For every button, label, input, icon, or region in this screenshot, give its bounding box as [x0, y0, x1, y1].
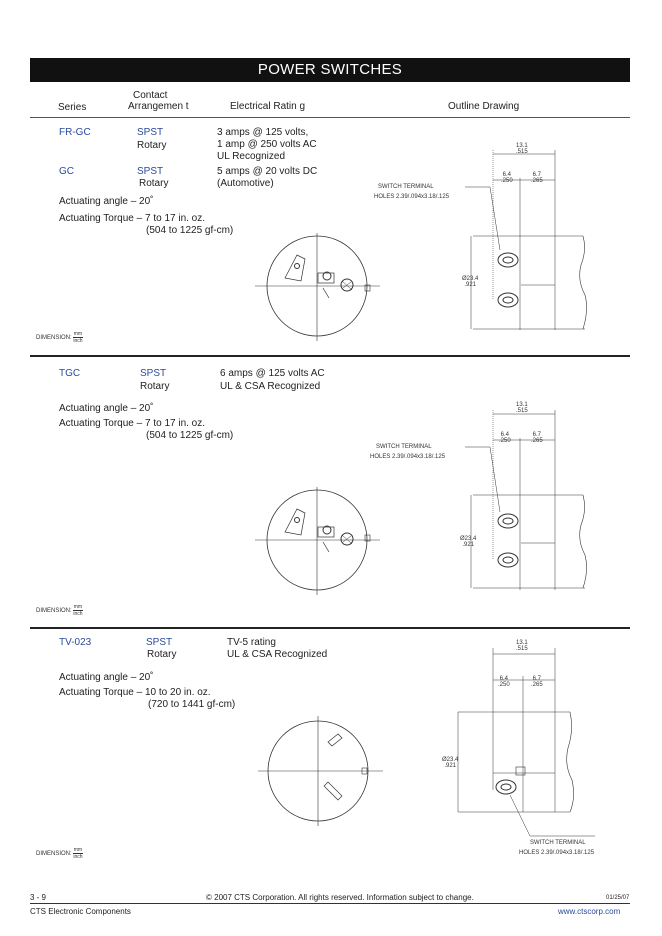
rating-tgc-1: 6 amps @ 125 volts AC [220, 368, 325, 379]
terminal-s3-2: HOLES 2.39/.094x3.18/.125 [519, 850, 595, 856]
contact-gc: SPST [137, 166, 164, 177]
dim-s1-d1: 13.1 .515 [516, 143, 528, 155]
dim-s2-dia: Ø23.4 .921 [460, 536, 477, 548]
header-contact-top: Contact [133, 90, 168, 101]
contact2-tv-023: Rotary [147, 649, 177, 660]
contact-tgc: SPST [140, 368, 167, 379]
header-divider [30, 117, 630, 118]
company-name: CTS Electronic Components [30, 907, 131, 916]
header-series: Series [58, 102, 87, 113]
contact2-tgc: Rotary [140, 381, 170, 392]
section-divider-2 [30, 627, 630, 629]
outline-drawing-s2 [455, 400, 600, 595]
section-divider-1 [30, 355, 630, 357]
dim-s2-d3: 6.7 .265 [531, 432, 543, 444]
terminal-s1-1: SWITCH TERMINAL [378, 184, 434, 190]
contact-tv-023: SPST [146, 637, 173, 648]
contact2-fr-gc: Rotary [137, 140, 167, 151]
torque-s1: Actuating Torque – 7 to 17 in. oz. [59, 213, 206, 224]
footer-divider [30, 903, 630, 904]
contact2-gc: Rotary [139, 178, 169, 189]
page-title: POWER SWITCHES [30, 58, 630, 82]
angle-s1: Actuating angle – 20˚ [59, 196, 154, 207]
dim-s2-d1: 13.1 .515 [516, 402, 528, 414]
dimension-key-s1: DIMENSION: mm inch [36, 331, 83, 344]
torque2-s2: (504 to 1225 gf-cm) [146, 430, 234, 441]
series-gc: GC [59, 166, 74, 177]
front-view-drawing-s3 [258, 716, 388, 826]
rating-tgc-2: UL & CSA Recognized [220, 381, 321, 392]
rating-fr-gc-2: 1 amp @ 250 volts AC [217, 139, 317, 150]
dimension-key-s3: DIMENSION: mm inch [36, 847, 83, 860]
torque2-s1: (504 to 1225 gf-cm) [146, 225, 234, 236]
angle-s3: Actuating angle – 20˚ [59, 672, 154, 683]
page-number: 3 - 9 [30, 893, 47, 902]
series-tgc: TGC [59, 368, 81, 379]
dimension-key-s2: DIMENSION: mm inch [36, 604, 83, 617]
rating-gc-2: (Automotive) [217, 178, 274, 189]
dim-s1-d2: 6.4 .250 [501, 172, 513, 184]
doc-date: 01/25/07 [606, 895, 630, 901]
terminal-s2-1: SWITCH TERMINAL [376, 444, 432, 450]
copyright: © 2007 CTS Corporation. All rights reserved. Information subject to change. [206, 893, 474, 902]
company-url-link[interactable]: www.ctscorp.com [558, 907, 621, 916]
dim-s3-d3: 6.7 .265 [531, 676, 543, 688]
contact-fr-gc: SPST [137, 127, 164, 138]
front-view-drawing-s2 [255, 487, 385, 597]
dim-s3-d1: 13.1 .515 [516, 640, 528, 652]
terminal-s3-1: SWITCH TERMINAL [530, 840, 586, 846]
torque-s3: Actuating Torque – 10 to 20 in. oz. [59, 687, 211, 698]
torque-s2: Actuating Torque – 7 to 17 in. oz. [59, 418, 206, 429]
outline-drawing-s3 [450, 640, 595, 845]
torque2-s3: (720 to 1441 gf-cm) [148, 699, 236, 710]
rating-gc-1: 5 amps @ 20 volts DC [217, 166, 318, 177]
series-fr-gc: FR-GC [59, 127, 91, 138]
rating-tv-023-1: TV-5 rating [227, 637, 276, 648]
rating-fr-gc-3: UL Recognized [217, 151, 286, 162]
rating-fr-gc-1: 3 amps @ 125 volts, [217, 127, 309, 138]
dim-s1-dia: Ø23.4 .921 [462, 276, 479, 288]
angle-s2: Actuating angle – 20˚ [59, 403, 154, 414]
dim-s2-d2: 6.4 .250 [499, 432, 511, 444]
dim-s1-d3: 6.7 .265 [531, 172, 543, 184]
front-view-drawing-s1 [255, 233, 385, 343]
header-contact-bottom: Arrangemen t [128, 101, 189, 112]
terminal-s1-2: HOLES 2.39/.094x3.18/.125 [374, 194, 450, 200]
rating-tv-023-2: UL & CSA Recognized [227, 649, 328, 660]
series-tv-023: TV-023 [59, 637, 92, 648]
header-outline: Outline Drawing [448, 101, 520, 112]
outline-drawing-s1 [455, 140, 600, 340]
header-electrical: Electrical Ratin g [230, 101, 306, 112]
dim-s3-d2: 6.4 .250 [498, 676, 510, 688]
dim-s3-dia: Ø23.4 .921 [442, 757, 459, 769]
terminal-s2-2: HOLES 2.39/.094x3.18/.125 [370, 454, 446, 460]
